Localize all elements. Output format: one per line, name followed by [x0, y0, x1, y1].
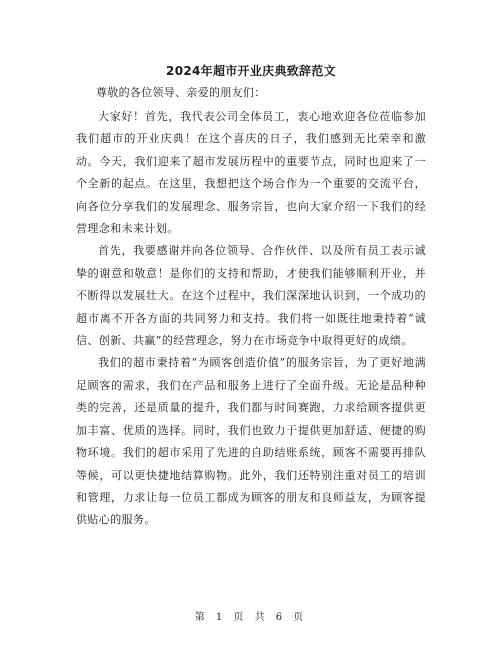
- document-title: 2024年超市开业庆典致辞范文: [166, 64, 336, 78]
- paragraph-3: 我们的超市秉持着“为顾客创造价值”的服务宗旨，为了更好地满足顾客的需求，我们在产品和服务上进行了全面升级。无论是品种种类的完善，还是质量的提升，我们都与时间赛跑，力求给顾客提供更加丰富、优质的选择。同时，我们也致力于提供更加舒适、便捷的购物环境。我们的超市采用了先进的自助结账系统，顾客不需要再排队等候，可以更快捷地结算购物。此外，我们还特别注重对员工的培训和管理，力求让每一位员工都成为顾客的朋友和良师益友，为顾客提供贴心的服务。: [76, 356, 426, 527]
- greeting-line: 尊敬的各位领导、亲爱的朋友们：: [96, 86, 266, 99]
- paragraph-2: 首先，我要感谢并向各位领导、合作伙伴、以及所有员工表示诚挚的谢意和敬意！是你们的支持和帮助，才使我们能够顺利开业，并不断得以发展壮大。在这个过程中，我们深深地认识到，一个成功的超市离不开各方面的共同努力和支持。我们将一如既往地秉持着“诚信、创新、共赢”的经营理念，努力在市场竞争中取得更好的成绩。: [76, 244, 426, 348]
- paragraph-1: 大家好！首先，我代表公司全体员工，衷心地欢迎各位莅临参加我们超市的开业庆典！在这个喜庆的日子，我们感到无比荣幸和激动。今天，我们迎来了超市发展历程中的重要节点，同时也迎来了一个全新的起点。在这里，我想把这个场合作为一个重要的交流平台，向各位分享我们的发展理念、服务宗旨，也向大家介绍一下我们的经营理念和未来计划。: [76, 110, 426, 236]
- document-body: [76, 106, 426, 532]
- page-footer: 第 1 页 共 6 页: [194, 612, 308, 623]
